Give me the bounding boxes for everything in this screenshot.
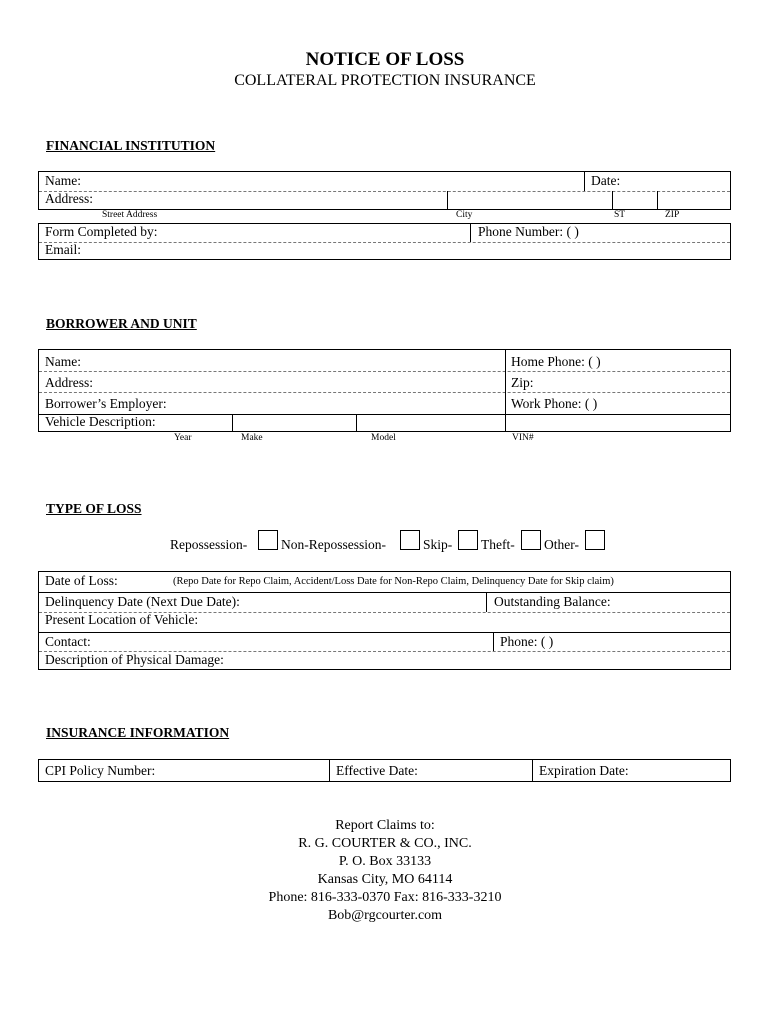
po-box: P. O. Box 33133 xyxy=(338,854,432,869)
zip-caption: ZIP xyxy=(665,210,680,220)
section-heading-loss: TYPE OF LOSS xyxy=(46,501,142,516)
company-city: Kansas City, MO 64114 xyxy=(317,872,453,887)
loss-details-box xyxy=(38,571,731,670)
year-caption: Year xyxy=(174,433,192,443)
page-subtitle: COLLATERAL PROTECTION INSURANCE xyxy=(234,72,536,89)
vin-caption: VIN# xyxy=(512,433,534,443)
section-heading-insurance: INSURANCE INFORMATION xyxy=(46,725,230,740)
date-of-loss-note: (Repo Date for Repo Claim, Accident/Loss Date for Non-Repo Claim, Delinquency Date for Skip claim) xyxy=(173,576,614,587)
fi-email-label: Email: xyxy=(45,242,81,257)
fi-address-label: Address: xyxy=(45,191,93,206)
borrower-zip-label: Zip: xyxy=(511,375,534,390)
fi-name-label: Name: xyxy=(45,173,81,188)
delinquency-date-label: Delinquency Date (Next Due Date): xyxy=(45,594,240,609)
vehicle-description-label: Vehicle Description: xyxy=(45,414,156,429)
option-non-repossession-label: Non-Repossession- xyxy=(281,537,386,552)
date-of-loss-label: Date of Loss: xyxy=(45,573,118,588)
city-caption: City xyxy=(456,210,473,220)
borrower-address-label: Address: xyxy=(45,375,93,390)
contact-phone-label: Phone: ( ) xyxy=(500,634,554,649)
company-phone-fax: Phone: 816-333-0370 Fax: 816-333-3210 xyxy=(268,890,502,905)
street-address-caption: Street Address xyxy=(102,210,158,220)
expiration-date-label: Expiration Date: xyxy=(539,763,629,778)
financial-bottom-box xyxy=(38,223,731,260)
page-title: NOTICE OF LOSS xyxy=(305,49,465,70)
option-repossession-label: Repossession- xyxy=(170,537,248,552)
section-heading-borrower: BORROWER AND UNIT xyxy=(46,316,197,331)
outstanding-balance-label: Outstanding Balance: xyxy=(494,594,611,609)
employer-label: Borrower’s Employer: xyxy=(45,396,167,411)
financial-top-box xyxy=(38,171,731,210)
fi-phone-label: Phone Number: ( ) xyxy=(478,224,579,239)
company-name: R. G. COURTER & CO., INC. xyxy=(298,836,472,851)
home-phone-label: Home Phone: ( ) xyxy=(511,354,601,369)
other-checkbox[interactable] xyxy=(585,530,605,550)
effective-date-label: Effective Date: xyxy=(336,763,418,778)
company-email: Bob@rgcourter.com xyxy=(327,908,443,923)
make-caption: Make xyxy=(241,433,263,443)
borrower-name-label: Name: xyxy=(45,354,81,369)
option-skip-label: Skip- xyxy=(423,537,453,552)
borrower-box xyxy=(38,349,731,432)
fi-date-label: Date: xyxy=(591,173,621,188)
insurance-box xyxy=(38,759,731,782)
work-phone-label: Work Phone: ( ) xyxy=(511,396,598,411)
model-caption: Model xyxy=(371,433,396,443)
report-claims-heading: Report Claims to: xyxy=(335,818,435,833)
section-heading-financial: FINANCIAL INSTITUTION xyxy=(46,138,216,153)
option-other-label: Other- xyxy=(544,537,579,552)
physical-damage-label: Description of Physical Damage: xyxy=(45,652,224,667)
st-caption: ST xyxy=(614,210,626,220)
repossession-checkbox[interactable] xyxy=(258,530,278,550)
theft-checkbox[interactable] xyxy=(521,530,541,550)
contact-label: Contact: xyxy=(45,634,91,649)
present-location-label: Present Location of Vehicle: xyxy=(45,612,199,627)
option-theft-label: Theft- xyxy=(481,537,515,552)
non-repossession-checkbox[interactable] xyxy=(400,530,420,550)
skip-checkbox[interactable] xyxy=(458,530,478,550)
policy-number-label: CPI Policy Number: xyxy=(45,763,156,778)
form-completed-by-label: Form Completed by: xyxy=(45,224,158,239)
